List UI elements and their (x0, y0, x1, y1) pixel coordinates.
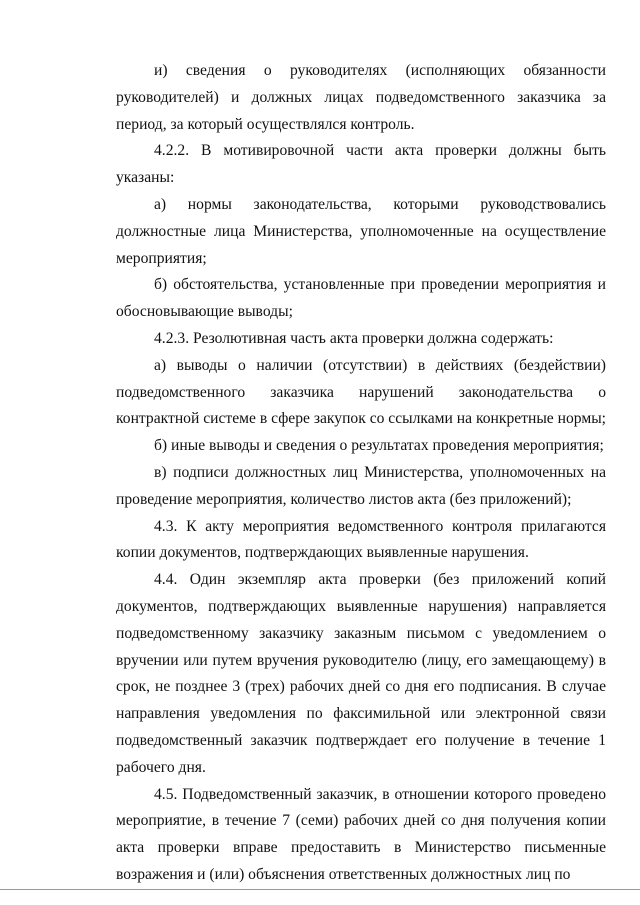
paragraph-item-b-circumstances: б) обстоятельства, установленные при проведении мероприятия и обосновывающие выводы; (116, 276, 606, 321)
paragraph-4-2-3: 4.2.3. Резолютивная часть акта проверки должна содержать: (154, 329, 554, 347)
document-body (116, 58, 606, 889)
paragraph-item-a-norms: а) нормы законодательства, которыми руководствовались должностные лица Министерства, уполномоченные на осуществление мероприятия; (116, 195, 606, 267)
paragraph-item-a-conclusions: а) выводы о наличии (отсутствии) в действиях (бездействии) подведомственного заказчика нарушений законодательства о контрактной системе в сфере закупок со ссылками на конкретные нормы; (116, 356, 607, 428)
paragraph-item-v-signatures: в) подписи должностных лиц Министерства, уполномоченных на проведение мероприятия, количество листов акта (без приложений); (116, 463, 606, 508)
paragraph-4-2-2: 4.2.2. В мотивировочной части акта проверки должны быть указаны: (116, 142, 606, 187)
page-bottom-edge-line (0, 889, 640, 890)
paragraph-4-3: 4.3. К акту мероприятия ведомственного контроля прилагаются копии документов, подтверждающих выявленные нарушения. (116, 517, 606, 562)
paragraph-item-b-other-conclusions: б) иные выводы и сведения о результатах проведения мероприятия; (154, 437, 604, 455)
paragraph-item-i: и) сведения о руководителях (исполняющих обязанности руководителей) и должных лицах подведомственного заказчика за период, за который осуществлялся контроль. (116, 62, 606, 133)
paragraph-4-5: 4.5. Подведомственный заказчик, в отношении которого проведено мероприятие, в течение 7 (семи) рабочих дней со дня получения копии акта проверки вправе предоставить в Министерство письменные возражения и (или) объяснения ответственных должностных лиц по (116, 785, 606, 883)
paragraph-4-4: 4.4. Один экземпляр акта проверки (без приложений копий документов, подтверждающих выявленные нарушения) направляется подведомственному заказчику заказным письмом с уведомлением о вручении или путем вручения руководителю (лицу, его замещающему) в срок, не позднее 3 (трех) рабочих дней со дня его подписания. В случае направления уведомления по факсимильной или электронной связи подведомственный заказчик подтверждает его получение в течение 1 рабочего дня. (116, 571, 606, 776)
